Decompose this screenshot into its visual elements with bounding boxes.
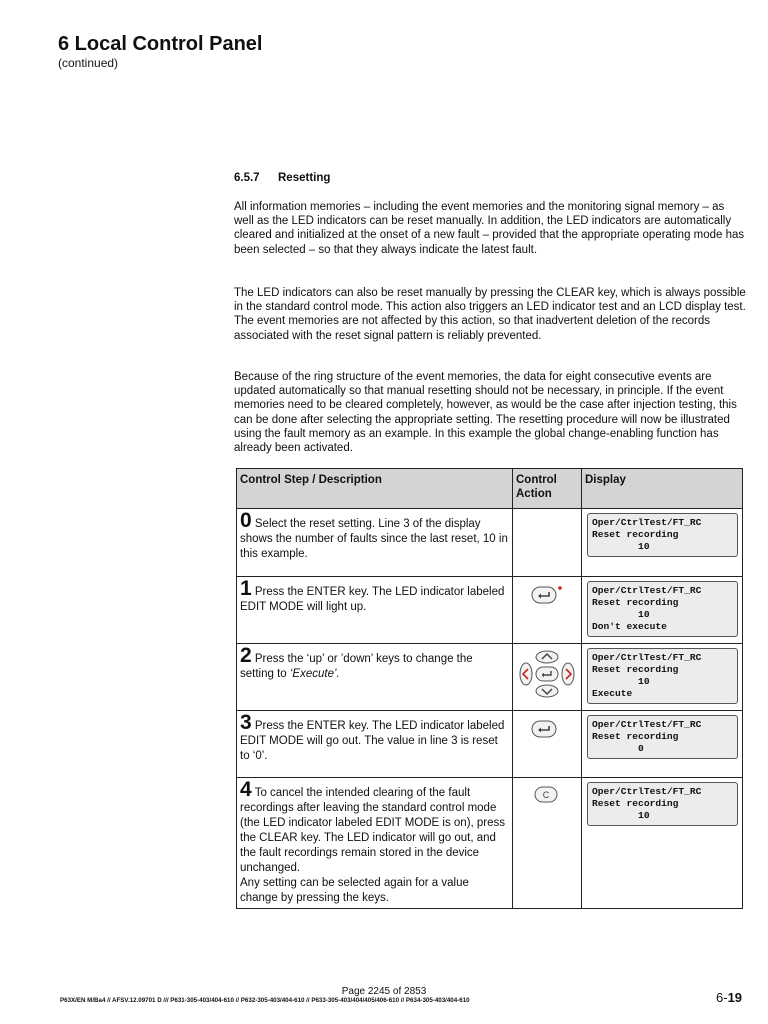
step-description: To cancel the intended clearing of the fault recordings after leaving the standard control mode (the LED indicator labeled EDIT MODE is on), press the CLEAR key. The LED indicator will go out, and the fault recordings remain stored in the device unchanged. bbox=[240, 787, 506, 874]
display-cell bbox=[582, 778, 743, 909]
clear-key-label: C bbox=[542, 790, 550, 800]
step-description-cell bbox=[237, 509, 513, 577]
step-description: Press the ENTER key. The LED indicator labeled EDIT MODE will go out. The value in line 3 is reset to ‘0’. bbox=[240, 720, 505, 762]
table-row bbox=[237, 509, 743, 577]
control-steps-table bbox=[236, 468, 743, 909]
chapter-subtitle: (continued) bbox=[58, 56, 119, 70]
lcd-display: Oper/CtrlTest/FT_RC Reset recording 10 Execute bbox=[587, 648, 738, 704]
step-description-continued: Any setting can be selected again for a value change by pressing the keys. bbox=[240, 877, 469, 904]
paragraph-1: All information memories – including the event memories and the monitoring signal memory – as well as the LED indicators can be reset manually. In addition, the LED indicators are automatically cleared and initialized at the onset of a new fault – provided that the appropriate operating mode has been selected – so that they always indicate the latest fault. bbox=[234, 201, 745, 256]
header-control-step: Control Step / Description bbox=[237, 469, 513, 509]
step-number: 1 bbox=[240, 577, 252, 600]
step-number: 3 bbox=[240, 711, 252, 734]
step-description-cell bbox=[237, 711, 513, 778]
header-control-action: Control Action bbox=[513, 469, 582, 509]
footer-page-number bbox=[716, 990, 742, 1005]
enter-key-icon bbox=[530, 584, 564, 609]
display-cell bbox=[582, 711, 743, 778]
step-description-cell bbox=[237, 644, 513, 711]
step-number: 4 bbox=[240, 778, 252, 801]
table-row bbox=[237, 711, 743, 778]
lcd-display: Oper/CtrlTest/FT_RC Reset recording 10 Don't execute bbox=[587, 581, 738, 637]
paragraph-2: The LED indicators can also be reset manually by pressing the CLEAR key, which is always possible in the standard control mode. This action also triggers an LED indicator test and an LCD display test. The event memories are not affected by this action, so that inadvertent deletion of the records associated with the reset signal pattern is reliably prevented. bbox=[234, 287, 746, 342]
step-description-cell bbox=[237, 577, 513, 644]
control-action-cell bbox=[513, 778, 582, 909]
lcd-display: Oper/CtrlTest/FT_RC Reset recording 10 bbox=[587, 782, 738, 826]
lcd-display: Oper/CtrlTest/FT_RC Reset recording 0 bbox=[587, 715, 738, 759]
control-action-cell bbox=[513, 577, 582, 644]
section-title: Resetting bbox=[278, 172, 331, 184]
display-cell bbox=[582, 509, 743, 577]
section-heading bbox=[234, 172, 330, 184]
step-description-cell bbox=[237, 778, 513, 909]
footer-document-reference: P63X/EN M/Ba4 // AFSV.12.09701 D /// P631-305-403/404-610 // P632-305-403/404-610 // P633-305-403/404/405/406-610 // P634-305-403/404-610 bbox=[60, 997, 470, 1004]
display-cell bbox=[582, 577, 743, 644]
table-row bbox=[237, 577, 743, 644]
table-header-row bbox=[237, 469, 743, 509]
control-action-cell bbox=[513, 644, 582, 711]
enter-key-icon bbox=[530, 718, 564, 743]
display-cell bbox=[582, 644, 743, 711]
section-number: 6.5.7 bbox=[234, 172, 260, 184]
control-action-cell bbox=[513, 509, 582, 577]
navigation-keypad-icon bbox=[518, 649, 576, 702]
table-row bbox=[237, 644, 743, 711]
chapter-title: 6 Local Control Panel bbox=[58, 33, 263, 55]
footer-page-counter: Page 2245 of 2853 bbox=[341, 986, 427, 997]
table-row bbox=[237, 778, 743, 909]
lcd-display: Oper/CtrlTest/FT_RC Reset recording 10 bbox=[587, 513, 738, 557]
step-number: 0 bbox=[240, 509, 252, 532]
step-description: Press the ENTER key. The LED indicator labeled EDIT MODE will light up. bbox=[240, 586, 505, 613]
header-display: Display bbox=[582, 469, 743, 509]
step-description-emphasis: ‘Execute’. bbox=[289, 668, 340, 680]
control-action-cell bbox=[513, 711, 582, 778]
clear-key-icon bbox=[533, 785, 561, 808]
step-description: Select the reset setting. Line 3 of the display shows the number of faults since the last reset, 10 in this example. bbox=[240, 518, 508, 560]
page-number-prefix: 6- bbox=[716, 990, 728, 1005]
paragraph-3: Because of the ring structure of the event memories, the data for eight consecutive events are updated automatically so that manual resetting should not be necessary, in principle. If the event memories need to be cleared completely, however, as would be the case after injection testing, this can be done after selecting the appropriate setting. The resetting procedure will now be illustrated using the fault memory as an example. In this example the global change-enabling function has already been activated. bbox=[234, 371, 737, 455]
page-number-suffix: 19 bbox=[727, 990, 743, 1005]
step-number: 2 bbox=[240, 644, 252, 667]
step-description: Press the ‘up’ or ’down’ keys to change the setting to bbox=[240, 653, 473, 680]
